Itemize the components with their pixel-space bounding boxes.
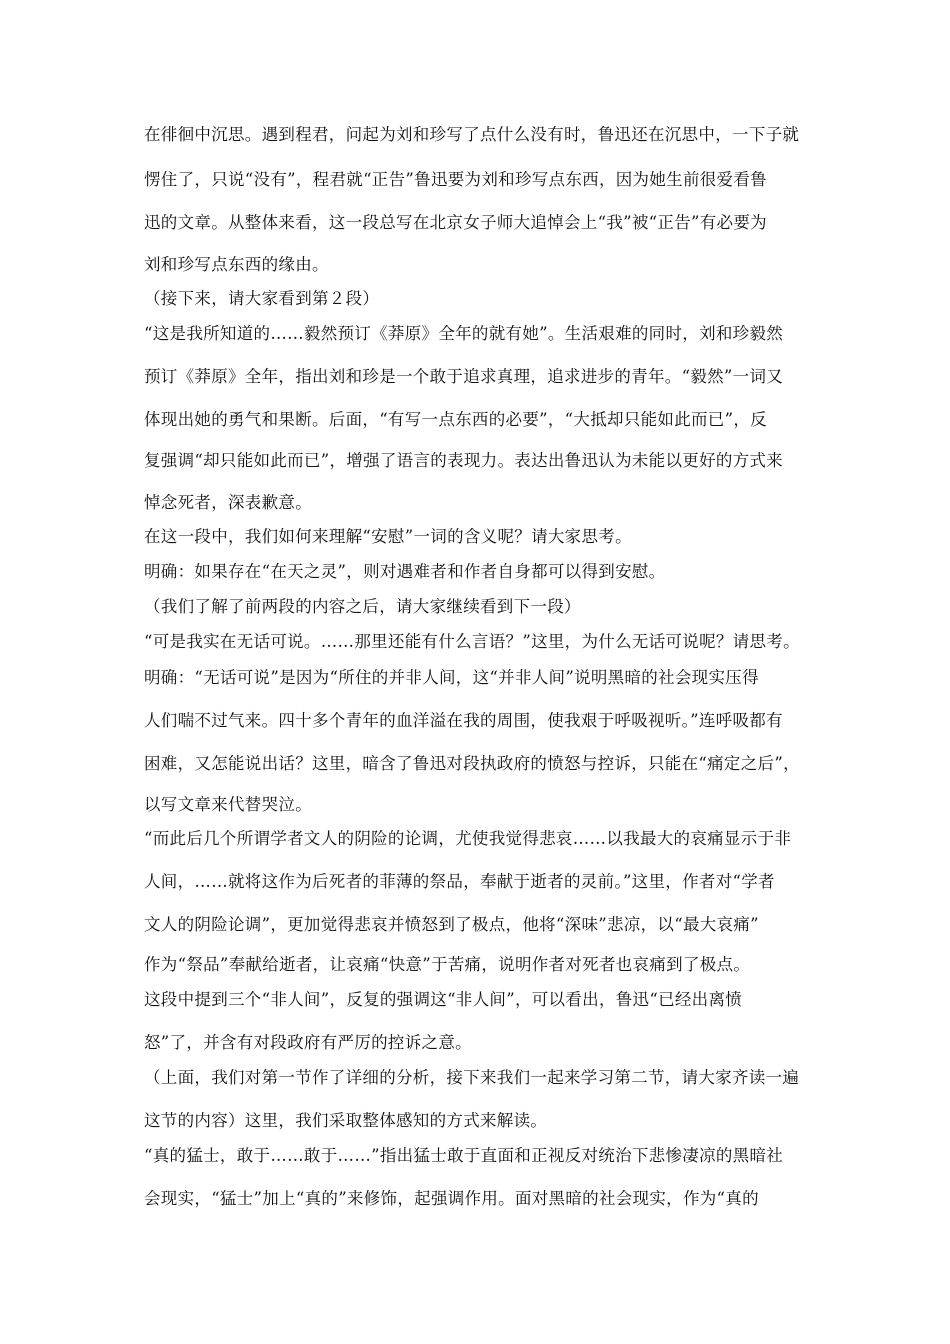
text-line: 预订《莽原》全年，指出刘和珍是一个敢于追求真理，追求进步的青年。“毅然”一词又 — [144, 367, 784, 386]
text-line: 会现实，“猛士”加上“真的”来修饰，起强调作用。面对黑暗的社会现实，作为“真的 — [144, 1189, 759, 1208]
text-line: 怒”了，并含有对段政府有严厉的控诉之意。 — [144, 1033, 472, 1052]
text-line: 困难，又怎能说出话？这里，暗含了鲁迅对段执政府的愤怒与控诉，只能在“痛定之后”， — [144, 754, 800, 773]
text-line: 体现出她的勇气和果断。后面，“有写一点东西的必要”，“大抵却只能如此而已”，反 — [144, 410, 767, 429]
text-line: 作为“祭品”奉献给逝者，让哀痛“快意”于苦痛，说明作者对死者也哀痛到了极点。 — [144, 955, 751, 974]
text-line: 悼念死者，深表歉意。 — [144, 493, 312, 512]
text-line: 刘和珍写点东西的缘由。 — [144, 255, 329, 274]
text-line: 文人的阴险论调”，更加觉得悲哀并愤怒到了极点，他将“深味”悲凉，以“最大哀痛” — [144, 915, 759, 934]
text-line: 人间，……就将这作为后死者的菲薄的祭品，奉献于逝者的灵前。”这里，作者对“学者 — [144, 872, 775, 891]
text-line: “而此后几个所谓学者文人的阴险的论调，尤使我觉得悲哀……以我最大的哀痛显示于非 — [144, 829, 792, 848]
text-line: 明确：如果存在“在天之灵”，则对遇难者和作者自身都可以得到安慰。 — [144, 562, 666, 581]
text-line: “真的猛士，敢于……敢于……”指出猛士敢于直面和正视反对统治下悲惨凄凉的黑暗社 — [144, 1146, 784, 1165]
text-line: 复强调“却只能如此而已”，增强了语言的表现力。表达出鲁迅认为未能以更好的方式来 — [144, 451, 784, 470]
text-line: “可是我实在无话可说。……那里还能有什么言语？”这里，为什么无话可说呢？请思考。 — [144, 632, 800, 651]
text-line: （接下来，请大家看到第２段） — [144, 289, 380, 308]
text-line: 以写文章来代替哭泣。 — [144, 795, 312, 814]
text-line: 在徘徊中沉思。遇到程君，问起为刘和珍写了点什么没有时，鲁迅还在沉思中，一下子就 — [144, 125, 800, 144]
text-line: 这段中提到三个“非人间”，反复的强调这“非人间”，可以看出，鲁迅“已经出离愤 — [144, 990, 743, 1009]
text-line: 明确：“无话可说”是因为“所住的并非人间，这“并非人间”说明黑暗的社会现实压得 — [144, 668, 759, 687]
text-line: “这是我所知道的……毅然预订《莽原》全年的就有她”。生活艰难的同时，刘和珍毅然 — [144, 324, 784, 343]
text-line: 在这一段中，我们如何来理解“安慰”一词的含义呢？请大家思考。 — [144, 527, 632, 546]
text-line: 这节的内容）这里，我们采取整体感知的方式来解读。 — [144, 1111, 548, 1130]
text-line: 人们喘不过气来。四十多个青年的血洋溢在我的周围，使我艰于呼吸视听。”连呼吸都有 — [144, 711, 783, 730]
text-line: （我们了解了前两段的内容之后，请大家继续看到下一段） — [144, 597, 581, 616]
text-line: （上面，我们对第一节作了详细的分析，接下来我们一起来学习第二节，请大家齐读一遍 — [144, 1068, 800, 1087]
text-line: 愣住了，只说“没有”，程君就“正告”鲁迅要为刘和珍写点东西，因为她生前很爱看鲁 — [144, 170, 767, 189]
text-line: 迅的文章。从整体来看，这一段总写在北京女子师大追悼会上“我”被“正告”有必要为 — [144, 213, 767, 232]
